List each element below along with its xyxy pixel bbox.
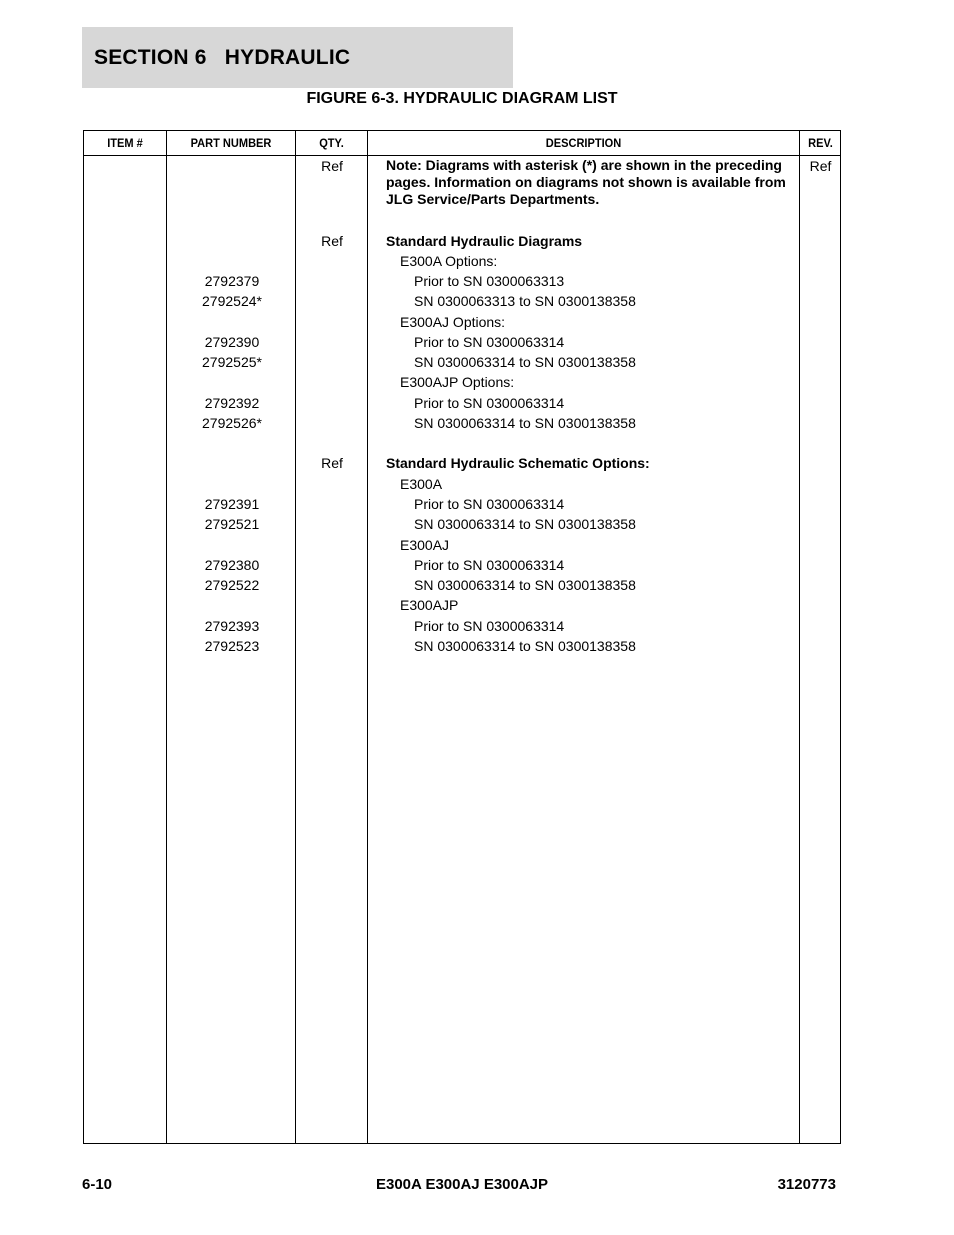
subgroup-name: E300A Options: <box>400 253 498 269</box>
header-part-number: PART NUMBER <box>190 136 272 150</box>
row-description: SN 0300063314 to SN 0300138358 <box>414 354 636 370</box>
header-description: DESCRIPTION <box>545 136 622 150</box>
row-description: Prior to SN 0300063314 <box>414 395 565 411</box>
column-divider <box>367 131 368 1143</box>
part-number: 2792379 <box>204 273 260 289</box>
parts-table <box>83 130 841 1144</box>
part-number: 2792391 <box>204 496 260 512</box>
header-qty: QTY. <box>319 136 344 150</box>
part-number: 2792522 <box>204 577 260 593</box>
part-number: 2792526* <box>202 415 262 431</box>
row-description: SN 0300063314 to SN 0300138358 <box>414 577 636 593</box>
part-number: 2792380 <box>204 557 260 573</box>
part-number: 2792525* <box>202 354 262 370</box>
row-description: SN 0300063314 to SN 0300138358 <box>414 638 636 654</box>
doc-number: 3120773 <box>777 1176 836 1193</box>
figure-title: FIGURE 6-3. HYDRAULIC DIAGRAM LIST <box>306 90 618 107</box>
page-number: 6-10 <box>82 1176 113 1193</box>
row-description: SN 0300063314 to SN 0300138358 <box>414 516 636 532</box>
subgroup-name: E300AJ Options: <box>400 314 506 330</box>
note-qty: Ref <box>321 158 343 174</box>
part-number: 2792521 <box>204 516 260 532</box>
part-number: 2792390 <box>204 334 260 350</box>
group-title: Standard Hydraulic Schematic Options: <box>386 455 650 471</box>
part-number: 2792523 <box>204 638 260 654</box>
row-description: Prior to SN 0300063314 <box>414 496 565 512</box>
row-description: Prior to SN 0300063314 <box>414 618 565 634</box>
part-number: 2792524* <box>202 293 262 309</box>
part-number: 2792392 <box>204 395 260 411</box>
subgroup-name: E300A <box>400 476 443 492</box>
header-item: ITEM # <box>107 136 143 150</box>
part-number: 2792393 <box>204 618 260 634</box>
note-rev: Ref <box>809 158 832 174</box>
subgroup-name: E300AJP Options: <box>400 374 515 390</box>
header-divider <box>84 155 840 156</box>
section-header <box>82 27 513 88</box>
header-rev: REV. <box>808 136 833 150</box>
footer-models: E300A E300AJ E300AJP <box>375 1176 549 1193</box>
row-description: Prior to SN 0300063314 <box>414 557 565 573</box>
group-title: Standard Hydraulic Diagrams <box>386 233 583 249</box>
row-description: Prior to SN 0300063313 <box>414 273 565 289</box>
subgroup-name: E300AJP <box>400 597 459 613</box>
section-title: SECTION 6 HYDRAULIC <box>94 45 351 69</box>
group-qty: Ref <box>321 233 343 249</box>
note-text: Note: Diagrams with asterisk (*) are shown in the preceding pages. Information on diagrams not shown is available from JLG Service/Parts Departments. <box>386 157 786 207</box>
row-description: SN 0300063314 to SN 0300138358 <box>414 415 636 431</box>
row-description: SN 0300063313 to SN 0300138358 <box>414 293 636 309</box>
group-qty: Ref <box>321 455 343 471</box>
subgroup-name: E300AJ <box>400 537 450 553</box>
column-divider <box>799 131 800 1143</box>
column-divider <box>166 131 167 1143</box>
row-description: Prior to SN 0300063314 <box>414 334 565 350</box>
